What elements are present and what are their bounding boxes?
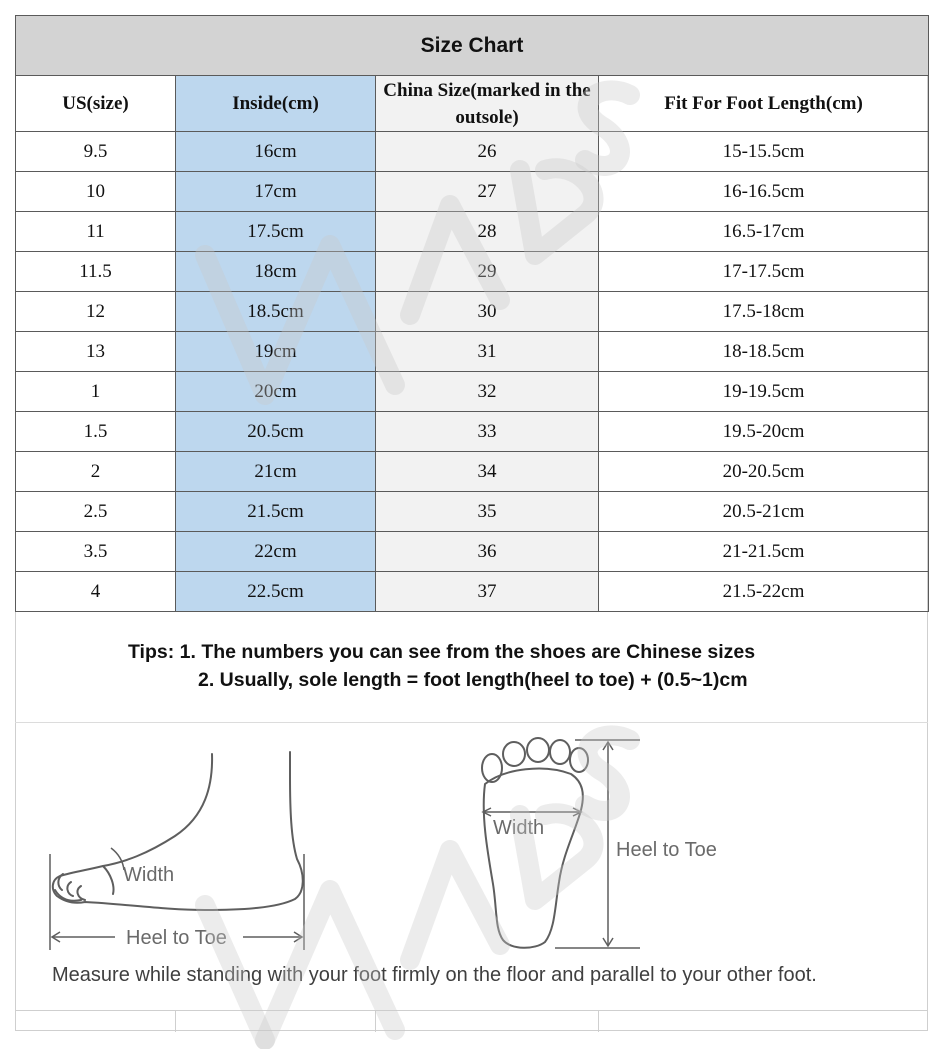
header-row bbox=[16, 76, 929, 132]
china-size-cell: 29 bbox=[376, 252, 599, 292]
table-row bbox=[16, 172, 929, 212]
china-size-cell: 31 bbox=[376, 332, 599, 372]
foot-length-cell: 16-16.5cm bbox=[599, 172, 929, 212]
china-size-cell: 32 bbox=[376, 372, 599, 412]
foot-measure-diagram bbox=[15, 724, 928, 964]
header-inside-cm: Inside(cm) bbox=[176, 76, 376, 132]
header-china-size-text: China Size(marked in the outsole) bbox=[383, 79, 591, 128]
table-row bbox=[16, 372, 929, 412]
table-title: Size Chart bbox=[16, 16, 929, 76]
side-length-label: Heel to Toe bbox=[126, 927, 227, 949]
inside-cm-cell: 16cm bbox=[176, 132, 376, 172]
china-size-cell: 27 bbox=[376, 172, 599, 212]
table-row bbox=[16, 292, 929, 332]
header-us-size: US(size) bbox=[16, 76, 176, 132]
top-length-label: Heel to Toe bbox=[616, 839, 717, 861]
us-size-cell: 3.5 bbox=[16, 532, 176, 572]
inside-cm-cell: 21.5cm bbox=[176, 492, 376, 532]
foot-length-cell: 17.5-18cm bbox=[599, 292, 929, 332]
tip-line-2: 2. Usually, sole length = foot length(heel to toe) + (0.5~1)cm bbox=[198, 669, 748, 691]
china-size-cell: 35 bbox=[376, 492, 599, 532]
foot-length-cell: 20.5-21cm bbox=[599, 492, 929, 532]
inside-cm-cell: 18.5cm bbox=[176, 292, 376, 332]
china-size-cell: 33 bbox=[376, 412, 599, 452]
header-foot-length: Fit For Foot Length(cm) bbox=[599, 76, 929, 132]
foot-diagram-svg bbox=[15, 724, 928, 964]
table-row bbox=[16, 532, 929, 572]
inside-cm-cell: 22cm bbox=[176, 532, 376, 572]
us-size-cell: 13 bbox=[16, 332, 176, 372]
side-width-label: Width bbox=[123, 864, 175, 886]
foot-length-cell: 15-15.5cm bbox=[599, 132, 929, 172]
bottom-row-divider bbox=[175, 1011, 176, 1032]
us-size-cell: 1.5 bbox=[16, 412, 176, 452]
top-foot-illustration bbox=[482, 738, 588, 948]
china-size-cell: 30 bbox=[376, 292, 599, 332]
bottom-row-divider bbox=[375, 1011, 376, 1032]
us-size-cell: 1 bbox=[16, 372, 176, 412]
tip-line-1: Tips: 1. The numbers you can see from the shoes are Chinese sizes bbox=[128, 641, 756, 663]
bottom-empty-row bbox=[15, 1010, 928, 1032]
table-row bbox=[16, 492, 929, 532]
foot-length-cell: 21.5-22cm bbox=[599, 572, 929, 612]
foot-length-cell: 17-17.5cm bbox=[599, 252, 929, 292]
us-size-cell: 4 bbox=[16, 572, 176, 612]
china-size-cell: 37 bbox=[376, 572, 599, 612]
china-size-cell: 28 bbox=[376, 212, 599, 252]
table-row bbox=[16, 332, 929, 372]
table-row bbox=[16, 252, 929, 292]
inside-cm-cell: 22.5cm bbox=[176, 572, 376, 612]
table-row bbox=[16, 412, 929, 452]
inside-cm-cell: 18cm bbox=[176, 252, 376, 292]
inside-cm-cell: 17cm bbox=[176, 172, 376, 212]
china-size-cell: 36 bbox=[376, 532, 599, 572]
foot-length-cell: 16.5-17cm bbox=[599, 212, 929, 252]
top-width-label: Width bbox=[493, 817, 545, 839]
foot-length-cell: 19-19.5cm bbox=[599, 372, 929, 412]
inside-cm-cell: 20.5cm bbox=[176, 412, 376, 452]
us-size-cell: 12 bbox=[16, 292, 176, 332]
foot-length-cell: 20-20.5cm bbox=[599, 452, 929, 492]
china-size-cell: 34 bbox=[376, 452, 599, 492]
inside-cm-cell: 21cm bbox=[176, 452, 376, 492]
us-size-cell: 9.5 bbox=[16, 132, 176, 172]
us-size-cell: 11.5 bbox=[16, 252, 176, 292]
side-foot-illustration bbox=[53, 752, 303, 910]
bottom-row-divider bbox=[598, 1011, 599, 1032]
inside-cm-cell: 17.5cm bbox=[176, 212, 376, 252]
inside-cm-cell: 20cm bbox=[176, 372, 376, 412]
us-size-cell: 10 bbox=[16, 172, 176, 212]
foot-length-cell: 19.5-20cm bbox=[599, 412, 929, 452]
inside-cm-cell: 19cm bbox=[176, 332, 376, 372]
china-size-cell: 26 bbox=[376, 132, 599, 172]
table-row bbox=[16, 132, 929, 172]
size-chart-table bbox=[15, 15, 929, 612]
us-size-cell: 11 bbox=[16, 212, 176, 252]
table-row bbox=[16, 452, 929, 492]
foot-length-cell: 21-21.5cm bbox=[599, 532, 929, 572]
measure-caption: Measure while standing with your foot firmly on the floor and parallel to your other foot. bbox=[52, 964, 817, 986]
top-width-arrow bbox=[483, 808, 581, 816]
us-size-cell: 2 bbox=[16, 452, 176, 492]
foot-length-cell: 18-18.5cm bbox=[599, 332, 929, 372]
divider bbox=[15, 722, 928, 723]
table-row bbox=[16, 212, 929, 252]
header-china-size bbox=[376, 76, 599, 132]
table-row bbox=[16, 572, 929, 612]
us-size-cell: 2.5 bbox=[16, 492, 176, 532]
